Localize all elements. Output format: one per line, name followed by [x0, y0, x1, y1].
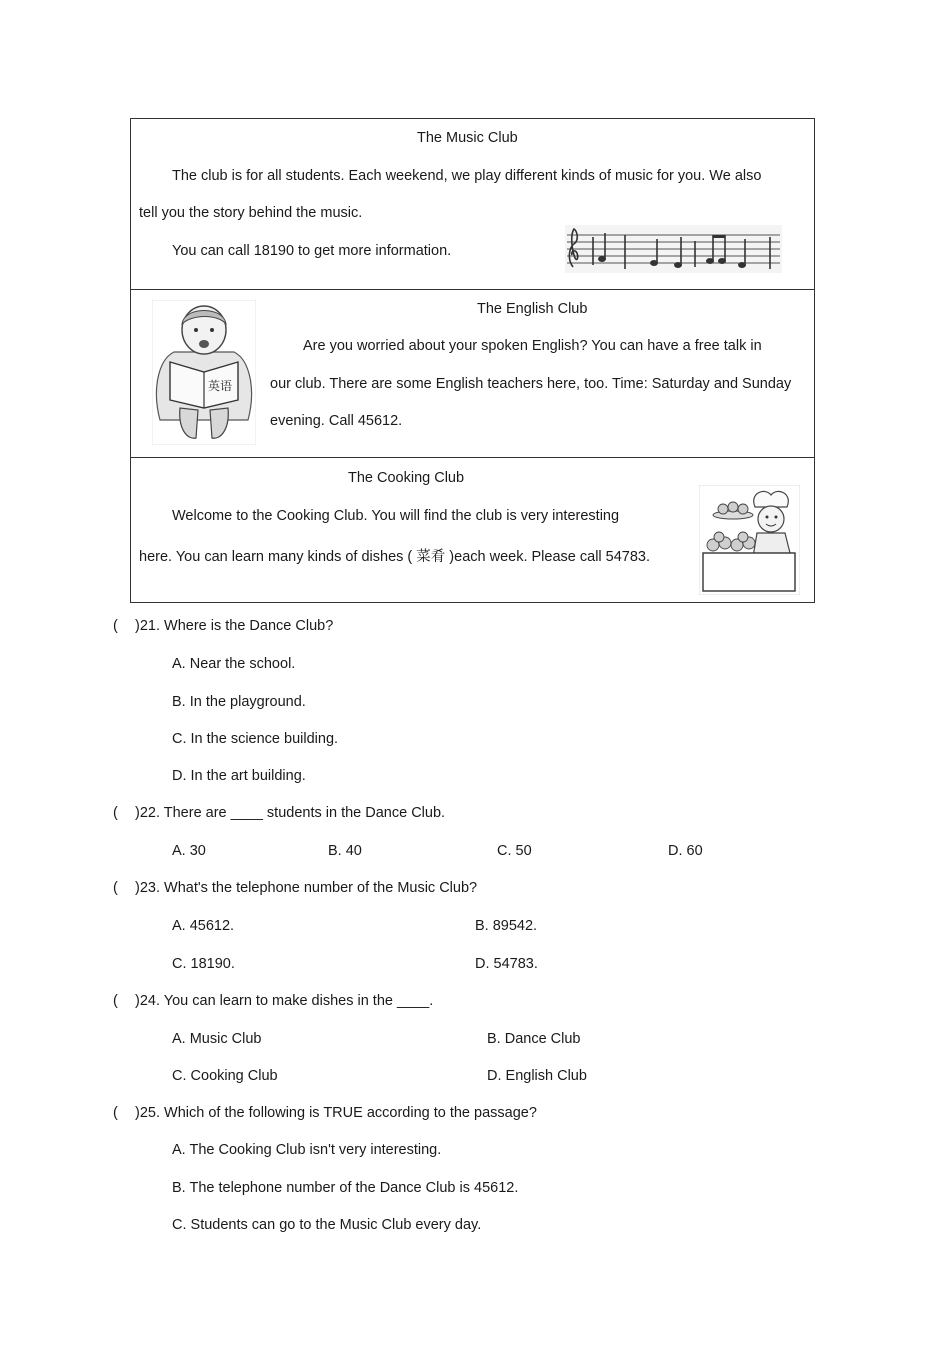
option: A. 30 — [172, 843, 206, 859]
music-club-title: The Music Club — [417, 130, 518, 146]
question-stem: )23. What's the telephone number of the Music Club? — [135, 880, 478, 896]
divider — [131, 289, 814, 290]
cooking-club-text: Welcome to the Cooking Club. You will find the club is very interesting — [172, 508, 620, 524]
option: B. 89542. — [475, 918, 538, 934]
english-club-text: Are you worried about your spoken English? You can have a free talk in — [303, 338, 762, 354]
option: C. In the science building. — [172, 731, 339, 747]
option: C. 18190. — [172, 956, 235, 972]
cooking-club-text: here. You can learn many kinds of dishes ( 菜肴 )each week. Please call 54783. — [139, 549, 651, 565]
question-stem: )21. Where is the Dance Club? — [135, 618, 334, 634]
divider — [131, 457, 814, 458]
question-stem: )24. You can learn to make dishes in the ____. — [135, 993, 434, 1009]
option: D. 54783. — [475, 956, 538, 972]
answer-paren: ( — [113, 993, 118, 1009]
music-staff-image — [565, 225, 782, 273]
book-text: 英语 — [208, 379, 233, 393]
option: D. English Club — [487, 1068, 587, 1084]
option: B. The telephone number of the Dance Club is 45612. — [172, 1180, 519, 1196]
music-club-text: The club is for all students. Each weekend, we play different kinds of music for you. We also — [172, 168, 762, 184]
option: B. In the playground. — [172, 694, 306, 710]
option: A. 45612. — [172, 918, 235, 934]
answer-paren: ( — [113, 1105, 118, 1121]
answer-paren: ( — [113, 805, 118, 821]
boy-reading-image — [152, 300, 256, 445]
music-club-text: tell you the story behind the music. — [139, 205, 363, 221]
option: A. The Cooking Club isn't very interesting. — [172, 1142, 442, 1158]
option: C. Cooking Club — [172, 1068, 278, 1084]
chef-image — [699, 485, 800, 595]
english-club-title: The English Club — [477, 301, 588, 317]
cooking-club-title: The Cooking Club — [348, 470, 465, 486]
option: A. Near the school. — [172, 656, 296, 672]
question-stem: )25. Which of the following is TRUE according to the passage? — [135, 1105, 537, 1121]
answer-paren: ( — [113, 880, 118, 896]
option: C. 50 — [497, 843, 532, 859]
option: B. Dance Club — [487, 1031, 581, 1047]
option: D. 60 — [668, 843, 703, 859]
question-stem: )22. There are ____ students in the Dance Club. — [135, 805, 446, 821]
option: D. In the art building. — [172, 768, 306, 784]
option: A. Music Club — [172, 1031, 262, 1047]
option: C. Students can go to the Music Club every day. — [172, 1217, 482, 1233]
answer-paren: ( — [113, 618, 118, 634]
music-club-text: You can call 18190 to get more information. — [172, 243, 452, 259]
option: B. 40 — [328, 843, 362, 859]
english-club-text: our club. There are some English teachers here, too. Time: Saturday and Sunday — [270, 376, 792, 392]
english-club-text: evening. Call 45612. — [270, 413, 403, 429]
